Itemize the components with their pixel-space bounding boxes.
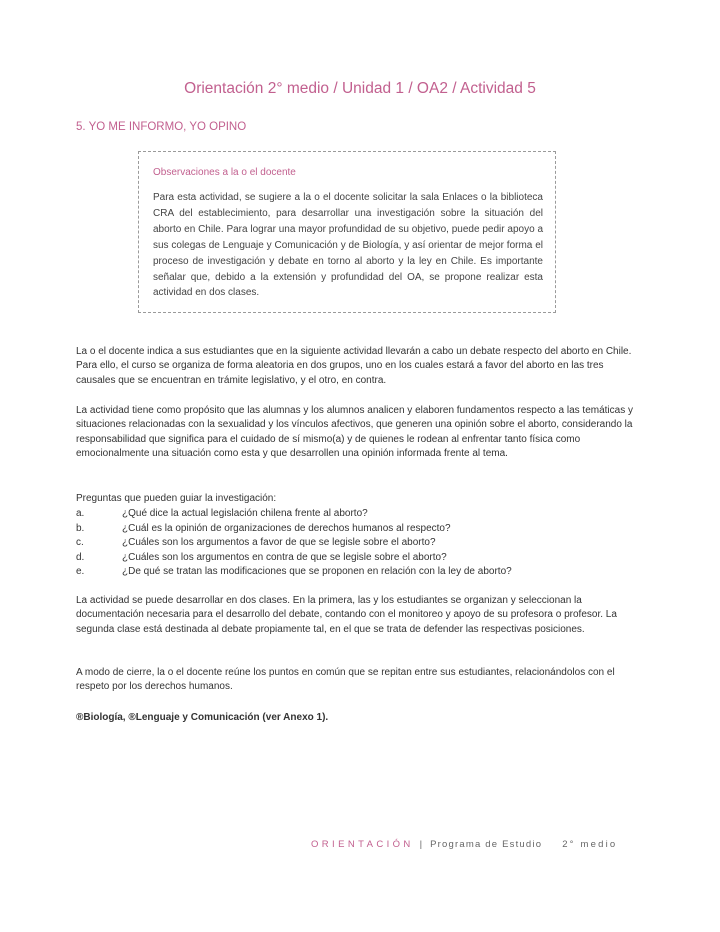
development-paragraph: La actividad se puede desarrollar en dos clases. En la primera, las y los estudiantes se organizan y seleccionan la documentación necesaria para el desarrollo del debate, contando con el monitoreo y apoyo de su profesora o profesor. La segunda clase está destinada al debate propiamente tal, en el que se trata de defender las respectivas posiciones. (76, 595, 617, 635)
footer-program: Programa de Estudio (430, 839, 543, 850)
page-footer (311, 839, 617, 850)
teacher-observations-box (138, 151, 556, 313)
list-item-text: ¿Cuáles son los argumentos a favor de que se legisle sobre el aborto? (122, 537, 436, 549)
list-item (76, 565, 644, 580)
footer-separator: | (419, 839, 423, 850)
list-item (76, 536, 644, 551)
list-item (76, 551, 644, 566)
list-item-text: ¿De qué se tratan las modificaciones que se proponen en relación con la ley de aborto? (122, 566, 512, 578)
list-item-text: ¿Cuál es la opinión de organizaciones de derechos humanos al respecto? (122, 522, 451, 534)
footer-level: 2° medio (562, 839, 618, 850)
list-marker: c. (76, 537, 84, 549)
observations-body: Para esta actividad, se sugiere a la o el docente solicitar la sala Enlaces o la biblioteca CRA del establecimiento, para desarrollar una investigación sobre la situación del aborto en Chile. Para lograr una mayor profundidad de su objetivo, puede pedir apoyo a sus colegas de Lenguaje y Comunicación y de Biología, y así orientar de mejor forma el proceso de investigación y debate en torno al aborto y la ley en Chile. Es importante señalar que, debido a la extensión y profundidad del OA, se propone realizar esta actividad en dos clases. (153, 192, 543, 299)
list-item (76, 507, 644, 522)
questions-list (76, 507, 644, 580)
cross-reference: ®Biología, ®Lenguaje y Comunicación (ver Anexo 1). (76, 712, 329, 723)
list-marker: d. (76, 551, 85, 563)
list-marker: b. (76, 522, 85, 534)
section-heading: 5. YO ME INFORMO, YO OPINO (76, 121, 247, 133)
questions-intro: Preguntas que pueden guiar la investigación: (76, 493, 277, 504)
list-marker: e. (76, 566, 85, 578)
list-item-text: ¿Qué dice la actual legislación chilena frente al aborto? (122, 508, 368, 519)
list-item (76, 522, 644, 537)
observations-heading: Observaciones a la o el docente (153, 167, 296, 178)
list-marker: a. (76, 508, 85, 519)
intro-paragraph: La o el docente indica a sus estudiantes que en la siguiente actividad llevarán a cabo un debate respecto del aborto en Chile. Para ello, el curso se organiza de forma aleatoria en dos grupos, uno en los cuales estará a favor del aborto en las tres causales que se encuentran en trámite legislativo, y el otro, en contra. (76, 346, 632, 386)
list-item-text: ¿Cuáles son los argumentos en contra de que se legisle sobre el aborto? (122, 551, 447, 563)
closing-paragraph: A modo de cierre, la o el docente reúne los puntos en común que se repitan entre sus estudiantes, relacionándolos con el respeto por los derechos humanos. (76, 667, 615, 693)
purpose-paragraph: La actividad tiene como propósito que las alumnas y los alumnos analicen y elaboren fundamentos respecto a las temáticas y situaciones relacionadas con la sexualidad y los vínculos afectivos, que generen una opinión sobre el aborto, considerando la responsabilidad que significa para el cuidado de sí mismo(a) y de quienes le rodean al enfrentar tanto física como emocionalmente una situación como esta y que desarrollen una opinión informada frente al tema. (76, 405, 633, 460)
footer-subject: ORIENTACIÓN (311, 839, 414, 850)
page-title: Orientación 2° medio / Unidad 1 / OA2 / Actividad 5 (184, 80, 536, 97)
